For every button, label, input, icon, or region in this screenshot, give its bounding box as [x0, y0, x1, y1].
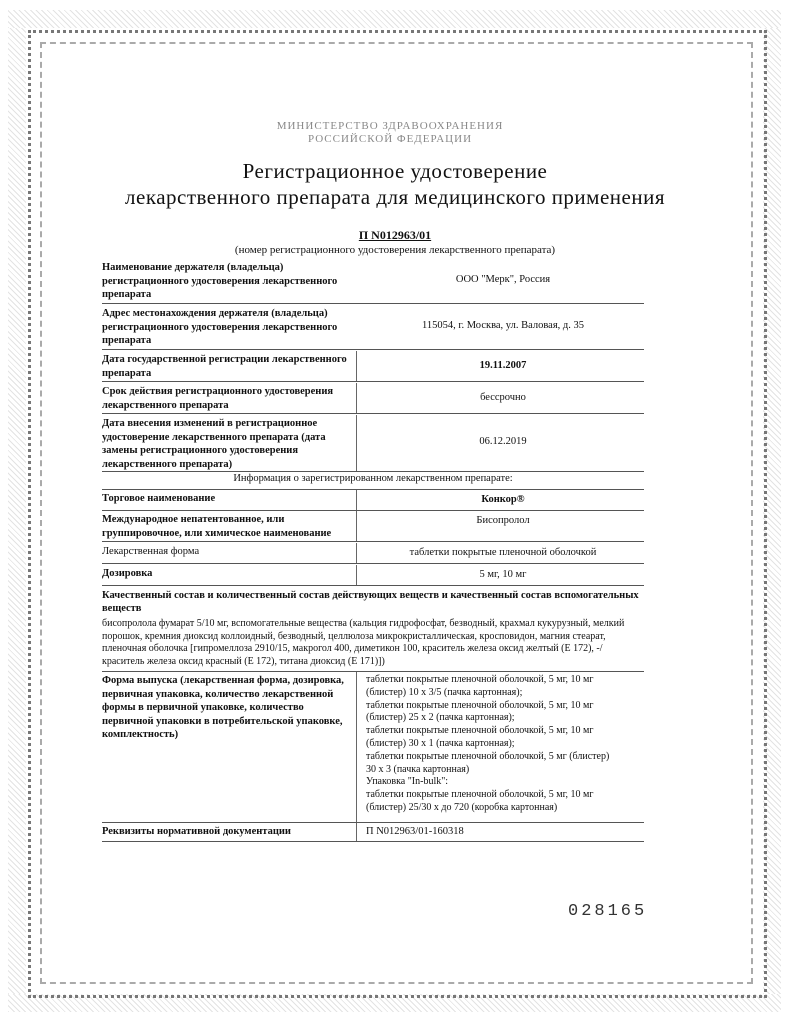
registration-date-value: 19.11.2007	[479, 360, 527, 371]
column-divider	[356, 415, 357, 471]
row-trade-name	[102, 489, 644, 511]
release-form-line: (блистер) 25/30 х до 720 (коробка картонная)	[366, 801, 558, 813]
holder-name-value: ООО "Мерк", Россия	[455, 274, 551, 285]
release-form-line: Упаковка "In-bulk":	[366, 776, 449, 788]
ministry-heading	[200, 120, 580, 146]
release-form-line: таблетки покрытые пленочной оболочкой, 5 мг, 10 мг	[366, 789, 594, 801]
release-form-line: (блистер) 25 х 2 (пачка картонная);	[366, 712, 515, 724]
inn-label: Международное непатентованное, или группировочное, или химическое наименование	[102, 514, 332, 539]
title-line-2: лекарственного препарата для медицинского применения	[125, 185, 665, 209]
composition-header: Качественный состав и количественный состав действующих веществ и качественный состав вспомогательных веществ	[102, 590, 639, 614]
holder-address-label: Адрес местонахождения держателя (владельца) регистрационного удостоверения лекарственного препарата	[102, 308, 338, 346]
title-line-1: Регистрационное удостоверение	[242, 159, 548, 183]
normative-docs-value: П N012963/01-160318	[366, 826, 464, 837]
normative-docs-label: Реквизиты нормативной документации	[102, 826, 291, 837]
row-validity	[102, 383, 644, 414]
composition-text: бисопролола фумарат 5/10 мг, вспомогательные вещества (кальция гидрофосфат, безводный, крахмал кукурузный, мелкий порошок, кремния диоксид коллоидный, безводный, целлюлоза микрокристаллическая, кросповидон, магния стеарат, пленочная оболочка [гипромеллоза 2910/15, макрогол 400, диметикон 100, краситель железа оксид желтый (Е 172), -/краситель железа оксид красный (Е 172), титана диоксид (Е 171)])	[102, 618, 625, 667]
release-form-line: таблетки покрытые пленочной оболочкой, 5 мг, 10 мг	[366, 725, 594, 737]
ministry-line-2: РОССИЙСКОЙ ФЕДЕРАЦИИ	[307, 133, 473, 145]
document-title	[90, 158, 700, 210]
column-divider	[356, 383, 357, 413]
row-registration-date	[102, 351, 644, 382]
row-holder-address	[102, 305, 644, 350]
row-dosage-form	[102, 543, 644, 564]
top-ornament	[8, 10, 781, 28]
row-changes-date	[102, 415, 644, 472]
serial-number: 028165	[568, 902, 648, 921]
row-normative-docs	[102, 823, 644, 842]
holder-address-value: 115054, г. Москва, ул. Валовая, д. 35	[422, 320, 584, 331]
release-form-line: таблетки покрытые пленочной оболочкой, 5 мг, 10 мг	[366, 699, 594, 711]
registration-caption: (номер регистрационного удостоверения лекарственного препарата)	[234, 244, 556, 256]
release-form-line: (блистер) 10 х 3/5 (пачка картонная);	[366, 686, 523, 698]
changes-date-value: 06.12.2019	[479, 436, 527, 447]
ministry-line-1: МИНИСТЕРСТВО ЗДРАВООХРАНЕНИЯ	[276, 120, 504, 132]
column-divider	[356, 823, 357, 841]
column-divider	[356, 351, 357, 381]
holder-name-label: Наименование держателя (владельца) регистрационного удостоверения лекарственного препарата	[102, 262, 338, 300]
registration-number: П N012963/01	[358, 228, 432, 242]
inn-value: Бисопролол	[476, 515, 530, 526]
release-form-list	[366, 674, 648, 815]
column-divider	[356, 490, 357, 510]
info-header: Информация о зарегистрированном лекарственном препарате:	[233, 473, 513, 484]
validity-label: Срок действия регистрационного удостоверения лекарственного препарата	[102, 386, 334, 411]
dosage-label: Дозировка	[102, 568, 153, 579]
left-ornament	[8, 28, 26, 994]
dosage-form-value: таблетки покрытые пленочной оболочкой	[409, 547, 597, 558]
release-form-line: (блистер) 30 х 1 (пачка картонная);	[366, 737, 515, 749]
column-divider	[356, 565, 357, 585]
column-divider	[356, 511, 357, 541]
column-divider	[356, 543, 357, 563]
row-inn	[102, 511, 644, 542]
row-holder-name	[102, 259, 644, 304]
trade-name-label: Торговое наименование	[102, 493, 216, 504]
dosage-form-label: Лекарственная форма	[102, 546, 200, 557]
changes-date-label: Дата внесения изменений в регистрационное удостоверение лекарственного препарата (дата замены регистрационного удостоверения лекарственного препарата)	[102, 418, 326, 470]
registration-date-label: Дата государственной регистрации лекарственного препарата	[102, 354, 347, 379]
row-release-form	[102, 671, 644, 823]
release-form-line: 30 х 3 (пачка картонная)	[366, 763, 470, 775]
trade-name-value: Конкор®	[481, 494, 525, 505]
release-form-line: таблетки покрытые пленочной оболочкой, 5 мг, 10 мг	[366, 674, 594, 685]
release-form-label: Форма выпуска (лекарственная форма, дозировка, первичная упаковка, количество лекарственной формы в первичной упаковке, количество первичной упаковки в потребительской упаковке, комплектность)	[102, 675, 344, 740]
row-dosage	[102, 565, 644, 586]
column-divider	[356, 672, 357, 822]
release-form-line: таблетки покрытые пленочной оболочкой, 5 мг (блистер)	[366, 750, 610, 762]
validity-value: бессрочно	[480, 392, 526, 403]
dosage-value: 5 мг, 10 мг	[479, 569, 527, 580]
